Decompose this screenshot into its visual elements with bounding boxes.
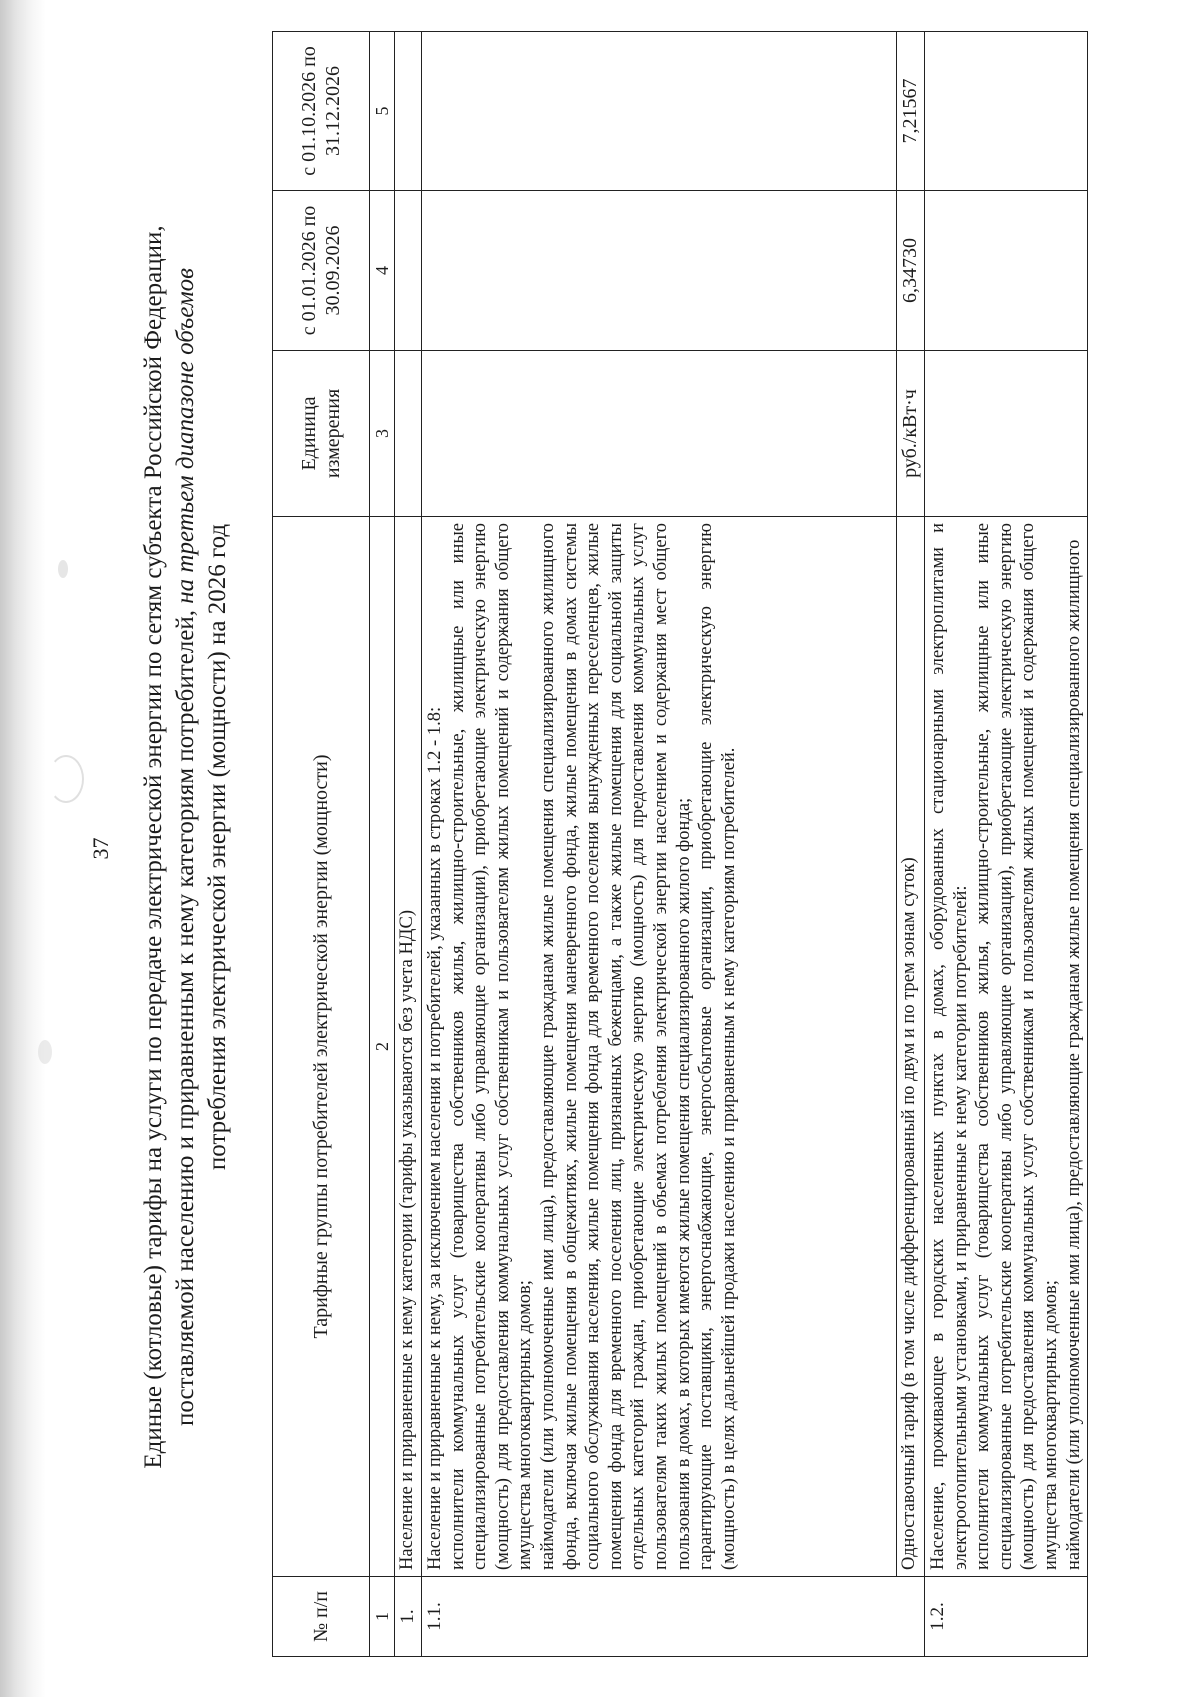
index-cell: 2 [370,517,395,1577]
table-row [897,32,925,1657]
row-number: 1.2. [925,1577,1088,1657]
index-cell: 4 [370,191,395,351]
row-paragraph: гарантирующие поставщики, энергоснабжающие, энергосбытовые организации, приобретающие электрическую энергию (мощность) в целях дальнейшей продажи населению и приравненным к нему категориям потребителей. [696,523,739,1570]
empty-cell [925,32,1088,191]
empty-cell [395,351,422,517]
unit-cell: руб./кВт·ч [897,351,925,517]
header-unit: Единица измерения [273,351,370,517]
table-row [925,32,1088,1657]
empty-cell [395,191,422,351]
title-line-1: Единые (котловые) тарифы на услуги по передаче электрической энергии по сетям субъекта Российской Федерации, [140,225,167,1469]
empty-cell [925,351,1088,517]
table-row [395,32,422,1657]
header-row [273,32,370,1657]
row-text: Население и приравненные к нему категории (тарифы указываются без учета НДС) [395,517,422,1577]
title-line-3: потребления электрической энергии (мощности) на 2026 год [204,523,231,1171]
row-paragraph: наймодатели (или уполномоченные ими лица), предоставляющие гражданам жилые помещения специализированного жилищного [1063,539,1084,1570]
row-paragraph: наймодатели (или уполномоченные ими лица), предоставляющие гражданам жилые помещения специализированного жилищного фонда, включая жилые помещения в общежитиях, жилые помещения маневренного фонда, жилые помещения в домах системы социального обслуживания населения, жилые помещения фонда для временного поселения вынужденных переселенцев, жилые помещения фонда для временного поселения лиц, признанных беженцами, а также жилые помещения для социальной защиты отдельных категорий граждан, приобретающие электрическую энергию (мощность) для предоставления коммунальных услуг пользователям таких жилых помещений в объемах потребления электрической энергии населением и содержания мест общего пользования в домах, в которых имеются жилые помещения специализированного жилого фонда; [537,523,694,1570]
empty-cell [395,32,422,191]
row-paragraph: исполнители коммунальных услуг (товарищества собственников жилья, жилищно-строительные, жилищные или иные специализированные потребительские кооперативы либо управляющие организации), приобретающие электрическую энергию (мощность) для предоставления коммунальных услуг собственникам и пользователям жилых помещений и содержания общего имущества многоквартирных домов; [447,523,536,1570]
index-cell: 5 [370,32,395,191]
row-text [925,517,1088,1577]
row-paragraph: Население и приравненные к нему, за исключением населения и потребителей, указанных в строках 1.2 - 1.8: [425,706,445,1570]
index-cell: 3 [370,351,395,517]
row-text [422,517,897,1577]
index-row [370,32,395,1657]
index-cell: 1 [370,1577,395,1657]
title-line-2-italic: на третьем диапазоне объемов [172,267,199,604]
empty-cell [422,32,897,191]
header-num: № п/п [273,1577,370,1657]
row-number: 1.1. [422,1577,925,1657]
empty-cell [422,191,897,351]
header-period-2: с 01.10.2026 по 31.12.2026 [273,32,370,191]
row-paragraph: Население, проживающее в городских населенных пунктах в домах, оборудованных стационарными электроплитами и электроотопительными установками, и приравненные к нему категории потребителей: [928,523,971,1570]
row-number: 1. [395,1577,422,1657]
empty-cell [925,191,1088,351]
document-title [138,137,234,1557]
title-line-2 [170,137,202,1557]
table-row [422,32,897,1657]
row-paragraph: исполнители коммунальных услуг (товарищества собственников жилья, жилищно-строительные, жилищные или иные специализированные потребительские кооперативы либо управляющие организации), приобретающие электрическую энергию (мощность) для предоставления коммунальных услуг собственникам и пользователям жилых помещений и содержания общего имущества многоквартирных домов; [973,523,1061,1570]
header-group: Тарифные группы потребителей электрической энергии (мощности) [273,517,370,1577]
title-line-2-text: поставляемой населению и приравненным к нему категориям потребителей, [172,610,199,1427]
tariff-table [272,31,1088,1657]
row-text: Одноставочный тариф (в том числе дифференцированный по двум и по трем зонам суток) [897,517,925,1577]
tariff-value-period-1: 6,34730 [897,191,925,351]
tariff-value-period-2: 7,21567 [897,32,925,191]
empty-cell [422,351,897,517]
page-number: 37 [88,837,113,860]
header-period-1: с 01.01.2026 по 30.09.2026 [273,191,370,351]
